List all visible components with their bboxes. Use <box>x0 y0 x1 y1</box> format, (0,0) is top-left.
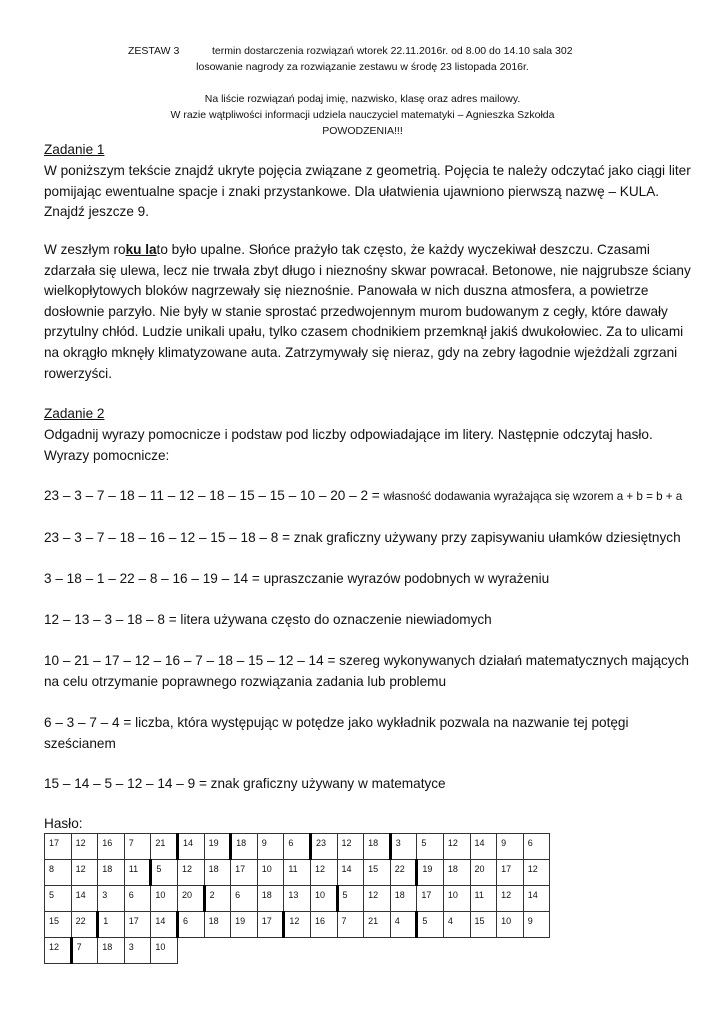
grid-cell[interactable]: 15 <box>45 912 72 938</box>
grid-row <box>45 938 550 964</box>
grid-cell[interactable]: 12 <box>284 912 311 938</box>
grid-empty-cell <box>337 938 364 964</box>
grid-empty-cell <box>497 938 524 964</box>
grid-cell[interactable]: 6 <box>284 834 311 860</box>
grid-cell[interactable]: 4 <box>390 912 417 938</box>
grid-cell[interactable]: 14 <box>151 912 178 938</box>
grid-cell[interactable]: 22 <box>71 912 98 938</box>
grid-cell[interactable]: 9 <box>257 834 284 860</box>
task1-text-rest: to było upalne. Słońce prażyło tak często, że każdy wyczekiwał deszczu. Czasami zdarzała się ulewa, lecz nie trwała zbyt długo i nieznośny skwar powracał. Betonowe, nie najgrubsze ściany wielkopłytowych bloków nagrzewały się nieznośnie. Panowała w nich duszna atmosfera, a powietrze dosłownie parzyło. Nie były w stanie sprostać przedwojennym murom budowanym z cegły, które dawały przytulny chłód. Ludzie unikali upału, tylko czasem chodnikiem przemknął jakiś dwukołowiec. Za to ulicami na okrągło mknęły klimatyzowane auta. Zatrzymywały się nieraz, gdy na zebry łagodnie wjeżdżali zgrzani rowerzyści. <box>44 242 691 381</box>
task2-heading: Zadanie 2 <box>44 406 105 421</box>
grid-cell[interactable]: 14 <box>337 860 364 886</box>
grid-cell[interactable]: 19 <box>417 860 444 886</box>
grid-cell[interactable]: 18 <box>98 860 125 886</box>
grid-empty-cell <box>204 938 231 964</box>
grid-cell[interactable]: 12 <box>177 860 204 886</box>
task1-text-start: W zeszłym ro <box>44 242 126 257</box>
grid-cell[interactable]: 11 <box>124 860 151 886</box>
grid-cell[interactable]: 18 <box>204 860 231 886</box>
grid-cell[interactable]: 21 <box>364 912 391 938</box>
grid-cell[interactable]: 17 <box>497 860 524 886</box>
grid-row <box>45 886 550 912</box>
grid-cell[interactable]: 23 <box>310 834 337 860</box>
task1-highlight-kula: ku la <box>125 242 157 257</box>
grid-cell[interactable]: 12 <box>497 886 524 912</box>
grid-cell[interactable]: 11 <box>470 886 497 912</box>
grid-cell[interactable]: 18 <box>390 886 417 912</box>
grid-cell[interactable]: 6 <box>523 834 550 860</box>
grid-cell[interactable]: 17 <box>257 912 284 938</box>
grid-cell[interactable]: 10 <box>151 938 178 964</box>
grid-cell[interactable]: 7 <box>71 938 98 964</box>
grid-cell[interactable]: 16 <box>310 912 337 938</box>
grid-cell[interactable]: 10 <box>310 886 337 912</box>
set-number: ZESTAW 3 <box>128 45 180 57</box>
grid-cell[interactable]: 13 <box>284 886 311 912</box>
task1-intro: W poniższym tekście znajdź ukryte pojęcia związane z geometrią. Pojęcia te należy odczytać jako ciągi liter pomijając ewentualne spacje i znaki przystankowe. Dla ułatwienia ujawniono pierwszą nazwę – KULA. Znajdź jeszcze 9. <box>44 163 691 220</box>
grid-cell[interactable]: 10 <box>443 886 470 912</box>
clue-1-code: 23 – 3 – 7 – 18 – 11 – 12 – 18 – 15 – 15 – 10 – 20 – 2 = <box>44 488 384 503</box>
grid-cell[interactable]: 22 <box>390 860 417 886</box>
deadline-text: termin dostarczenia rozwiązań wtorek 22.11.2016r. od 8.00 do 14.10 sala 302 <box>212 45 573 57</box>
grid-cell[interactable]: 7 <box>337 912 364 938</box>
grid-cell[interactable]: 12 <box>310 860 337 886</box>
grid-cell[interactable]: 5 <box>417 834 444 860</box>
grid-cell[interactable]: 7 <box>124 834 151 860</box>
grid-row <box>45 860 550 886</box>
grid-cell[interactable]: 9 <box>523 912 550 938</box>
clue-line-5: 10 – 21 – 17 – 12 – 16 – 7 – 18 – 15 – 12 – 14 = szereg wykonywanych działań matematycznych mających na celu otrzymanie poprawnego rozwiązania zadania lub problemu <box>44 653 689 689</box>
grid-empty-cell <box>470 938 497 964</box>
grid-cell[interactable]: 12 <box>71 860 98 886</box>
grid-empty-cell <box>523 938 550 964</box>
grid-cell[interactable]: 19 <box>204 834 231 860</box>
grid-cell[interactable]: 17 <box>124 912 151 938</box>
good-luck-text: POWODZENIA!!! <box>322 125 403 137</box>
grid-cell[interactable]: 16 <box>98 834 125 860</box>
grid-cell[interactable]: 6 <box>124 886 151 912</box>
draw-info: losowanie nagrody za rozwiązanie zestawu w środę 23 listopada 2016r. <box>196 61 529 73</box>
grid-cell[interactable]: 12 <box>523 860 550 886</box>
grid-cell[interactable]: 21 <box>151 834 178 860</box>
clue-line-3: 3 – 18 – 1 – 22 – 8 – 16 – 19 – 14 = upraszczanie wyrazów podobnych w wyrażeniu <box>44 571 550 586</box>
password-label: Hasło: <box>44 816 83 831</box>
grid-row <box>45 912 550 938</box>
grid-cell[interactable]: 5 <box>337 886 364 912</box>
grid-empty-cell <box>177 938 204 964</box>
grid-row <box>45 834 550 860</box>
grid-cell[interactable]: 11 <box>284 860 311 886</box>
grid-cell[interactable]: 17 <box>45 834 72 860</box>
clue-1-definition: własność dodawania wyrażająca się wzorem a + b = b + a <box>383 490 683 503</box>
task1-heading: Zadanie 1 <box>44 142 105 157</box>
grid-empty-cell <box>284 938 311 964</box>
grid-cell[interactable]: 8 <box>45 860 72 886</box>
grid-cell[interactable]: 18 <box>204 912 231 938</box>
grid-cell[interactable]: 1 <box>98 912 125 938</box>
grid-empty-cell <box>390 938 417 964</box>
grid-cell[interactable]: 2 <box>204 886 231 912</box>
grid-cell[interactable]: 9 <box>497 834 524 860</box>
grid-cell[interactable]: 3 <box>390 834 417 860</box>
grid-cell[interactable]: 3 <box>98 886 125 912</box>
grid-cell[interactable]: 12 <box>71 834 98 860</box>
task1-text <box>44 240 694 384</box>
grid-cell[interactable]: 17 <box>231 860 258 886</box>
grid-cell[interactable]: 10 <box>151 886 178 912</box>
grid-cell[interactable]: 18 <box>443 860 470 886</box>
grid-cell[interactable]: 14 <box>177 834 204 860</box>
grid-empty-cell <box>257 938 284 964</box>
clue-line-2: 23 – 3 – 7 – 18 – 16 – 12 – 15 – 18 – 8 = znak graficzny używany przy zapisywaniu ułamków dziesiętnych <box>44 530 681 545</box>
grid-cell[interactable]: 18 <box>231 834 258 860</box>
grid-empty-cell <box>443 938 470 964</box>
password-grid <box>44 833 550 964</box>
grid-cell[interactable]: 5 <box>45 886 72 912</box>
instruction-text: Na liście rozwiązań podaj imię, nazwisko, klasę oraz adres mailowy. <box>204 93 521 105</box>
grid-cell[interactable]: 15 <box>364 860 391 886</box>
grid-cell[interactable]: 5 <box>417 912 444 938</box>
grid-cell[interactable]: 3 <box>124 938 151 964</box>
grid-cell[interactable]: 12 <box>337 834 364 860</box>
contact-text: W razie wątpliwości informacji udziela nauczyciel matematyki – Agnieszka Szkołda <box>170 109 555 121</box>
grid-cell[interactable]: 14 <box>470 834 497 860</box>
grid-cell[interactable]: 18 <box>98 938 125 964</box>
clue-line-4: 12 – 13 – 3 – 18 – 8 = litera używana często do oznaczenie niewiadomych <box>44 612 492 627</box>
grid-empty-cell <box>417 938 444 964</box>
clue-line-7: 15 – 14 – 5 – 12 – 14 – 9 = znak graficzny używany w matematyce <box>44 776 446 791</box>
grid-cell[interactable]: 19 <box>231 912 258 938</box>
grid-empty-cell <box>364 938 391 964</box>
grid-cell[interactable]: 20 <box>470 860 497 886</box>
grid-cell[interactable]: 4 <box>443 912 470 938</box>
grid-empty-cell <box>231 938 258 964</box>
grid-cell[interactable]: 14 <box>71 886 98 912</box>
grid-cell[interactable]: 14 <box>523 886 550 912</box>
grid-cell[interactable]: 5 <box>151 860 178 886</box>
grid-cell[interactable]: 6 <box>231 886 258 912</box>
task2-intro: Odgadnij wyrazy pomocnicze i podstaw pod liczby odpowiadające im litery. Następnie odczytaj hasło. Wyrazy pomocnicze: <box>44 427 653 463</box>
clue-line-1 <box>44 486 704 508</box>
grid-cell[interactable]: 18 <box>364 834 391 860</box>
grid-cell[interactable]: 10 <box>497 912 524 938</box>
clue-line-6: 6 – 3 – 7 – 4 = liczba, która występując w potędze jako wykładnik pozwala na nazwanie tej potęgi sześcianem <box>44 715 629 751</box>
grid-cell[interactable]: 12 <box>364 886 391 912</box>
grid-empty-cell <box>310 938 337 964</box>
grid-cell[interactable]: 12 <box>45 938 72 964</box>
grid-cell[interactable]: 15 <box>470 912 497 938</box>
grid-cell[interactable]: 18 <box>257 886 284 912</box>
grid-cell[interactable]: 20 <box>177 886 204 912</box>
grid-cell[interactable]: 6 <box>177 912 204 938</box>
grid-cell[interactable]: 12 <box>443 834 470 860</box>
grid-cell[interactable]: 17 <box>417 886 444 912</box>
grid-cell[interactable]: 10 <box>257 860 284 886</box>
